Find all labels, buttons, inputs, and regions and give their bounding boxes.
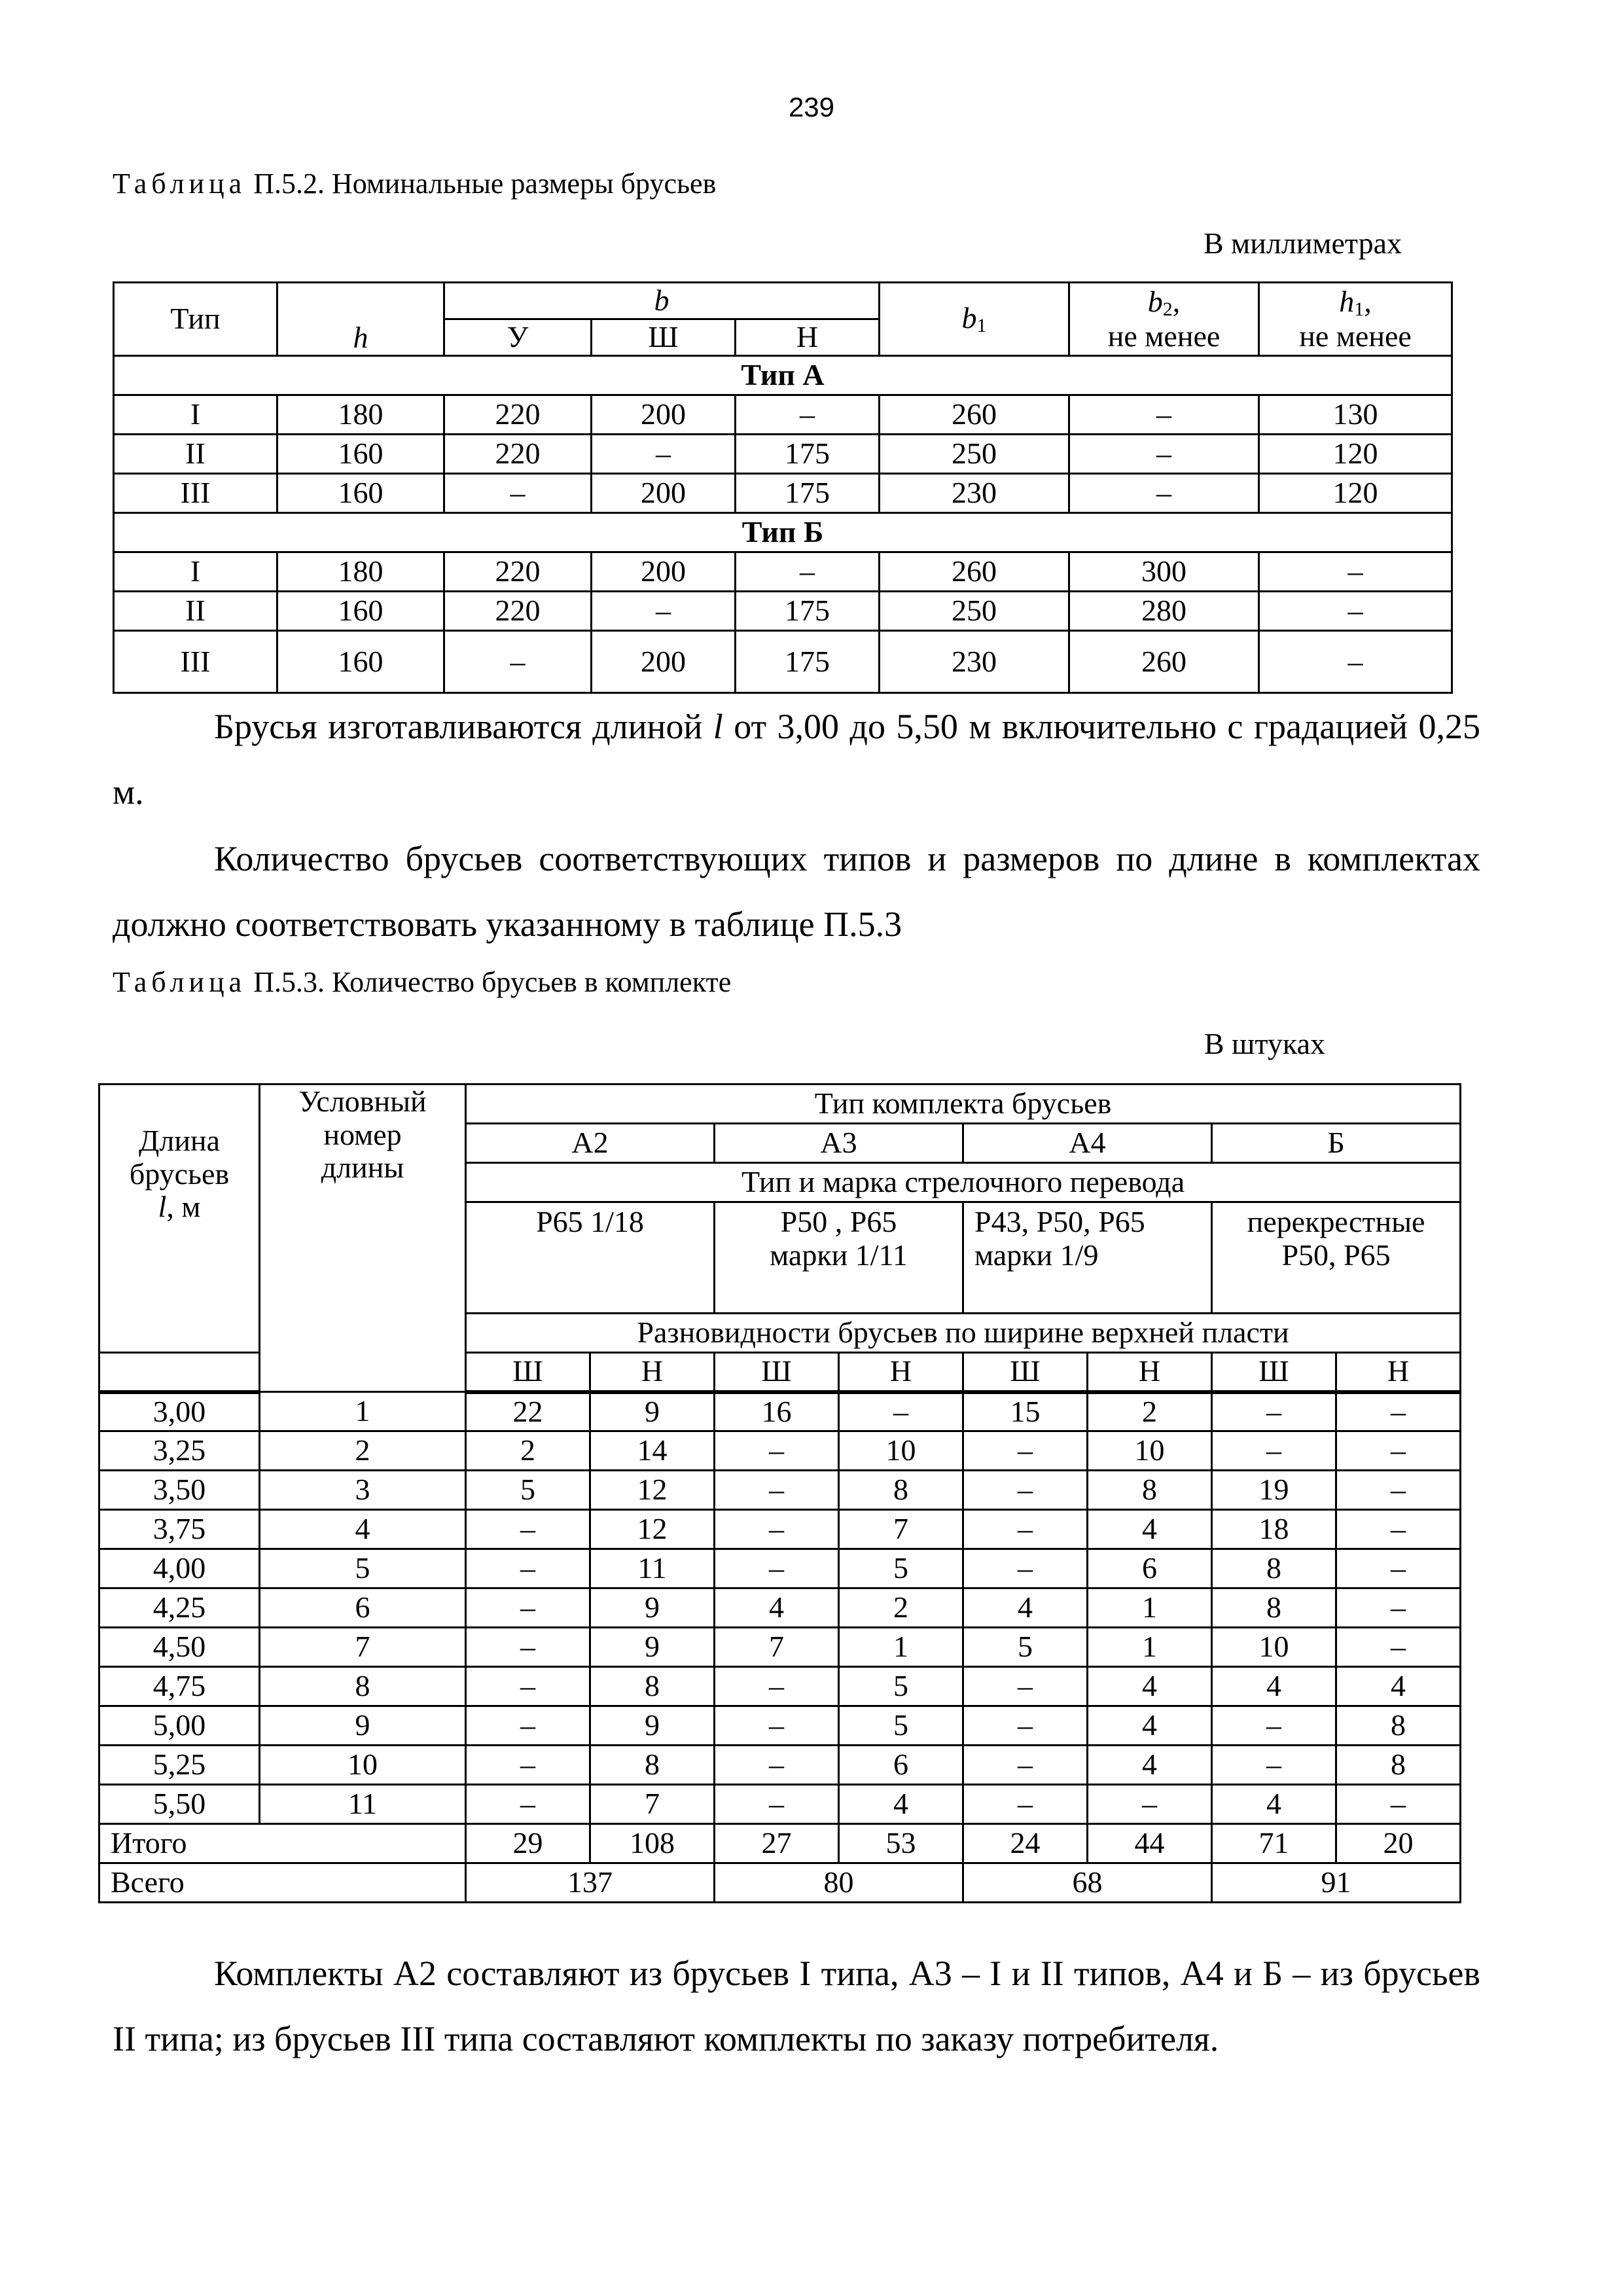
t2-count-cell: 16 [715,1392,839,1431]
t2-header-number [260,1085,466,1392]
t2-header-length-var: l [158,1190,167,1224]
t2-row [99,1706,1461,1746]
t2-header-sub: Ш [1212,1353,1336,1392]
t2-count-cell: 6 [839,1746,963,1785]
t1-cell: 220 [444,395,592,435]
t1-cell: 230 [880,474,1069,513]
t2-count-cell: 19 [1212,1471,1336,1510]
t2-total-cell: 44 [1088,1824,1212,1863]
t1-cell: 200 [592,474,736,513]
t2-header-kit-type: Тип комплекта брусьев [466,1085,1461,1124]
table1-unit: В миллиметрах [1203,226,1402,260]
t1-cell: 250 [880,435,1069,474]
t2-total-cell: 27 [715,1824,839,1863]
t1-cell: – [1259,631,1452,693]
t1-header-b1 [880,283,1069,356]
t2-count-cell: – [963,1667,1088,1706]
t2-header-number-line3: длины [321,1151,404,1185]
t2-count-cell: 4 [963,1588,1088,1628]
t2-count-cell: 8 [590,1746,715,1785]
t1-cell: 180 [277,395,444,435]
page-number: 239 [788,92,835,122]
t2-number-cell: 10 [260,1746,466,1785]
t2-count-cell: 11 [590,1549,715,1588]
t1-cell: – [736,395,880,435]
t2-count-cell: 1 [1088,1628,1212,1667]
t2-count-cell: 4 [1212,1785,1336,1824]
t1-header-b-symbol: b [654,283,669,317]
t1-cell: I [114,552,277,592]
t2-count-cell: 4 [1088,1667,1212,1706]
t2-count-cell: – [963,1706,1088,1746]
t2-row [99,1471,1461,1510]
table1-caption-text: П.5.2. Номинальные размеры брусьев [246,168,717,200]
t1-header-b2-suffix: , [1172,284,1181,318]
t2-header-kit-a2: А2 [466,1124,715,1163]
t1-header-sh: Ш [592,319,736,356]
t2-header-sub: Ш [466,1353,590,1392]
t1-cell: 200 [592,631,736,693]
t1-cell: – [444,474,592,513]
t2-count-cell: – [715,1431,839,1471]
t2-count-cell: 9 [590,1392,715,1431]
t1-cell: – [1259,592,1452,631]
t2-count-cell: 8 [1336,1746,1461,1785]
t2-total-label: Итого [99,1824,466,1863]
t2-header-length-empty [99,1353,260,1392]
t1-cell: 220 [444,435,592,474]
t2-header-sub: Н [839,1353,963,1392]
t2-count-cell: 8 [590,1667,715,1706]
t1-cell: 175 [736,592,880,631]
t1-cell: III [114,474,277,513]
t2-count-cell: 4 [1336,1667,1461,1706]
t2-count-cell: 8 [1212,1549,1336,1588]
t2-total-cell: 20 [1336,1824,1461,1863]
t2-count-cell: 4 [1212,1667,1336,1706]
t2-count-cell: 4 [839,1785,963,1824]
t2-total-cell: 71 [1212,1824,1336,1863]
t2-count-cell: – [963,1510,1088,1549]
paragraph-lengths [113,694,1480,825]
t2-header-sub: Ш [963,1353,1088,1392]
t2-count-cell: – [715,1471,839,1510]
t2-count-cell: – [1336,1628,1461,1667]
t2-count-cell: 10 [1212,1628,1336,1667]
t2-header-switch-a3 [715,1202,963,1314]
t2-header-switch-b [1212,1202,1461,1314]
t2-count-cell: 5 [963,1628,1088,1667]
t1-cell: 180 [277,552,444,592]
t2-count-cell: – [466,1510,590,1549]
table1-caption-prefix: Таблица [113,168,247,200]
t2-grand-label: Всего [99,1863,466,1903]
t2-count-cell: 7 [590,1785,715,1824]
t2-total-cell: 29 [466,1824,590,1863]
t1-cell: 160 [277,631,444,693]
t2-total-cell: 24 [963,1824,1088,1863]
table2 [98,1083,1461,1903]
t2-number-cell: 7 [260,1628,466,1667]
t2-length-cell: 5,50 [99,1785,260,1824]
t2-count-cell: – [1088,1785,1212,1824]
t2-count-cell: 4 [1088,1746,1212,1785]
t2-count-cell: – [1336,1392,1461,1431]
t1-header-type: Тип [114,283,277,356]
t1-cell: III [114,631,277,693]
t2-count-cell: – [963,1471,1088,1510]
table2-caption-prefix: Таблица [113,966,247,998]
t2-body [99,1392,1461,1824]
t2-count-cell: 22 [466,1392,590,1431]
t2-count-cell: – [466,1549,590,1588]
t2-total-cell: 108 [590,1824,715,1863]
t2-number-cell: 1 [260,1392,466,1431]
para1-part2: от 3,00 до 5,50 м включительно с градацией 0,25 м. [113,707,1480,812]
t2-count-cell: – [466,1588,590,1628]
t2-row [99,1746,1461,1785]
t1-cell: 200 [592,552,736,592]
t2-count-cell: 2 [839,1588,963,1628]
t1-cell: 280 [1069,592,1259,631]
t2-length-cell: 5,25 [99,1746,260,1785]
t2-count-cell: 12 [590,1510,715,1549]
t1-cell: 120 [1259,474,1452,513]
t1-cell: 260 [880,552,1069,592]
t2-header-number-line1: Условный [298,1085,427,1118]
t2-row [99,1667,1461,1706]
t2-row [99,1392,1461,1431]
t1-header-b1-symbol: b [961,301,977,334]
t2-row [99,1628,1461,1667]
t1-cell: 120 [1259,435,1452,474]
t2-count-cell: 7 [715,1628,839,1667]
t1-cell: – [592,435,736,474]
t2-count-cell: – [839,1392,963,1431]
t1-cell: 175 [736,631,880,693]
t1-cell: I [114,395,277,435]
t1-header-n: Н [736,319,880,356]
t1-cell: – [592,592,736,631]
t2-count-cell: – [466,1746,590,1785]
t1-cell: 160 [277,435,444,474]
t2-count-cell: – [1212,1431,1336,1471]
t2-header-length [99,1085,260,1353]
t2-header-sub: Н [1088,1353,1212,1392]
t2-length-cell: 5,00 [99,1706,260,1746]
t2-header-variety: Разновидности брусьев по ширине верхней пласти [466,1314,1461,1353]
t2-grand-cell: 91 [1212,1863,1461,1903]
t2-number-cell: 4 [260,1510,466,1549]
t2-row [99,1431,1461,1471]
t2-count-cell: 4 [715,1588,839,1628]
t1-cell: 220 [444,592,592,631]
t2-header-sub: Н [1336,1353,1461,1392]
t1-header-h1-sub: 1 [1354,298,1364,320]
t2-count-cell: 9 [590,1588,715,1628]
t1-header-h1-note: не менее [1299,319,1412,353]
t1-cell: 130 [1259,395,1452,435]
t2-number-cell: 11 [260,1785,466,1824]
t2-count-cell: 7 [839,1510,963,1549]
t2-length-cell: 4,00 [99,1549,260,1588]
t2-row [99,1549,1461,1588]
t2-count-cell: 14 [590,1431,715,1471]
t2-count-cell: – [466,1706,590,1746]
t1-header-u: У [444,319,592,356]
t2-row [99,1510,1461,1549]
t2-switch-a4-line1: Р43, Р50, Р65 [974,1205,1145,1238]
para1-var: l [713,707,723,746]
t2-count-cell: – [1336,1471,1461,1510]
t1-cell: – [1259,552,1452,592]
t2-count-cell: 9 [590,1628,715,1667]
t2-count-cell: – [715,1510,839,1549]
t2-count-cell: – [715,1785,839,1824]
t2-header-length-line1: Длина [139,1124,220,1157]
t2-count-cell: – [1336,1431,1461,1471]
t1-cell: 250 [880,592,1069,631]
t1-cell: 260 [1069,631,1259,693]
t2-count-cell: – [1212,1706,1336,1746]
table2-caption-text: П.5.3. Количество брусьев в комплекте [246,966,732,998]
t2-header-switch-type: Тип и марка стрелочного перевода [466,1163,1461,1202]
t1-cell: – [1069,474,1259,513]
t2-number-cell: 3 [260,1471,466,1510]
t2-header-length-line2: брусьев [129,1157,230,1191]
t2-count-cell: 2 [466,1431,590,1471]
t2-count-cell: 1 [839,1628,963,1667]
t2-count-cell: 10 [1088,1431,1212,1471]
t2-count-cell: – [715,1549,839,1588]
t2-switch-a2-line1: Р65 1/18 [536,1205,644,1238]
t1-cell: – [444,631,592,693]
paragraph-kits: Комплекты А2 составляют из брусьев I типа, А3 – I и II типов, А4 и Б – из брусьев II типа; из брусьев III типа составляют комплекты по заказу потребителя. [113,1954,1480,2058]
table1-caption [113,167,716,200]
t1-header-h [277,283,444,356]
t2-count-cell: – [963,1746,1088,1785]
para1-part1: Брусья изготавливаются длиной [214,707,713,746]
t2-count-cell: – [963,1431,1088,1471]
t1-group-title-a: Тип А [114,356,1452,395]
t2-count-cell: 5 [839,1549,963,1588]
t2-count-cell: – [963,1785,1088,1824]
t1-cell: 175 [736,435,880,474]
t1-header-h1-suffix: , [1364,284,1372,318]
t1-cell: 200 [592,395,736,435]
t2-header-kit-a3: А3 [715,1124,963,1163]
t2-header-length-unit: , м [166,1190,201,1224]
t2-count-cell: – [715,1667,839,1706]
t2-count-cell: – [1336,1588,1461,1628]
t2-count-cell: – [715,1746,839,1785]
t2-length-cell: 4,25 [99,1588,260,1628]
t1-header-b2 [1069,283,1259,356]
t2-length-cell: 3,00 [99,1392,260,1431]
t2-count-cell: – [1336,1549,1461,1588]
table1 [113,281,1453,694]
t2-count-cell: – [466,1667,590,1706]
t1-header-b2-sub: 2 [1162,298,1173,320]
t2-count-cell: 12 [590,1471,715,1510]
t2-count-cell: – [466,1785,590,1824]
t2-count-cell: – [466,1628,590,1667]
t1-cell: 220 [444,552,592,592]
table2-unit: В штуках [1204,1027,1325,1060]
t2-count-cell: 15 [963,1392,1088,1431]
t2-count-cell: 5 [839,1706,963,1746]
t2-header-kit-a4: А4 [963,1124,1212,1163]
t1-header-b2-note: не менее [1107,319,1221,353]
t1-header-b2-symbol: b [1147,284,1163,318]
t1-cell: II [114,435,277,474]
t2-switch-b-line1: перекрестные [1247,1205,1425,1238]
t1-cell: – [736,552,880,592]
t2-row [99,1785,1461,1824]
t2-count-cell: 18 [1212,1510,1336,1549]
t1-header-h-symbol: h [353,321,368,355]
t1-header-h1 [1259,283,1452,356]
t2-count-cell: 8 [839,1471,963,1510]
t1-cell: 300 [1069,552,1259,592]
t2-switch-a3-line2: марки 1/11 [770,1238,908,1272]
t2-count-cell: – [715,1706,839,1746]
t2-count-cell: 8 [1336,1706,1461,1746]
t2-count-cell: 5 [839,1667,963,1706]
t2-count-cell: 9 [590,1706,715,1746]
t2-header-sub: Н [590,1353,715,1392]
t2-header-kit-b: Б [1212,1124,1461,1163]
t2-number-cell: 6 [260,1588,466,1628]
t2-header-sub: Ш [715,1353,839,1392]
t1-cell: 160 [277,592,444,631]
t2-header-number-line2: номер [323,1117,402,1151]
t2-number-cell: 9 [260,1706,466,1746]
t2-total-cell: 53 [839,1824,963,1863]
t2-switch-a4-line2: марки 1/9 [974,1238,1099,1272]
t2-length-cell: 3,75 [99,1510,260,1549]
t2-header-switch-a2 [466,1202,715,1314]
t1-header-h1-symbol: h [1339,284,1355,318]
t2-length-cell: 3,50 [99,1471,260,1510]
t1-cell: 260 [880,395,1069,435]
t2-count-cell: – [963,1549,1088,1588]
paragraph-quantity: Количество брусьев соответствующих типов и размеров по длине в комплектах должно соответствовать указанному в таблице П.5.3 [113,839,1480,944]
t2-header-switch-a4 [963,1202,1212,1314]
t2-length-cell: 3,25 [99,1431,260,1471]
t1-cell: 160 [277,474,444,513]
t2-count-cell: 4 [1088,1706,1212,1746]
t2-count-cell: – [1212,1746,1336,1785]
t2-number-cell: 8 [260,1667,466,1706]
t1-header-b [444,283,880,319]
t2-count-cell: – [1336,1785,1461,1824]
t2-count-cell: 8 [1212,1588,1336,1628]
t2-count-cell: – [1212,1392,1336,1431]
t2-grand-cell: 137 [466,1863,715,1903]
t2-count-cell: 5 [466,1471,590,1510]
t1-cell: 175 [736,474,880,513]
t2-count-cell: 1 [1088,1588,1212,1628]
t1-cell: 230 [880,631,1069,693]
t2-count-cell: 6 [1088,1549,1212,1588]
t2-grand-cell: 68 [963,1863,1212,1903]
t2-count-cell: 2 [1088,1392,1212,1431]
t2-row [99,1588,1461,1628]
t1-group-title-b: Тип Б [114,513,1452,552]
t2-count-cell: 10 [839,1431,963,1471]
t1-cell: – [1069,435,1259,474]
t2-length-cell: 4,50 [99,1628,260,1667]
t2-count-cell: 4 [1088,1510,1212,1549]
t2-grand-cell: 80 [715,1863,963,1903]
t2-length-cell: 4,75 [99,1667,260,1706]
t1-cell: II [114,592,277,631]
t1-header-b1-sub: 1 [976,315,987,336]
t1-cell: – [1069,395,1259,435]
t2-number-cell: 2 [260,1431,466,1471]
table2-caption [113,965,731,999]
t2-switch-b-line2: Р50, Р65 [1281,1238,1391,1272]
t2-number-cell: 5 [260,1549,466,1588]
t2-switch-a3-line1: Р50 , Р65 [780,1205,897,1238]
t2-count-cell: – [1336,1510,1461,1549]
t2-count-cell: 8 [1088,1471,1212,1510]
